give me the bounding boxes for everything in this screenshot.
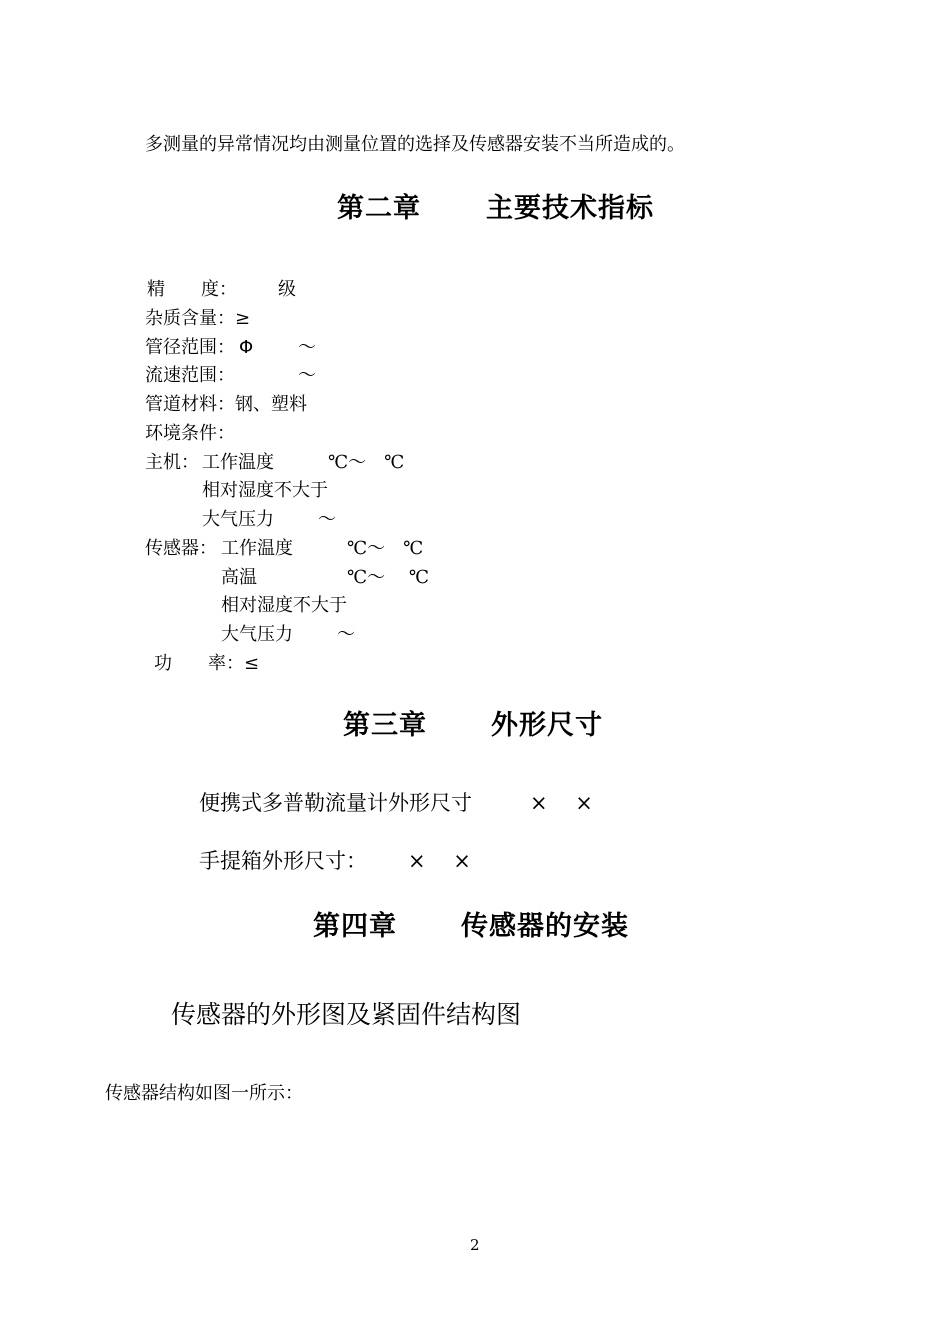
chapter-2-number: 第二章 [337, 193, 421, 224]
portable-dimensions-label: 便携式多普勒流量计外形尺寸 [199, 791, 472, 815]
precision-value: 级 [278, 279, 296, 300]
environment-label: 环境条件： [145, 423, 235, 444]
chapter-4-title: 传感器的安装 [461, 911, 629, 942]
flow-velocity-label: 流速范围： [145, 365, 235, 386]
page-number: 2 [470, 1236, 480, 1254]
host-pressure-label: 大气压力 [202, 509, 274, 530]
portable-dimensions-value: × × [530, 791, 593, 815]
flow-velocity-range: ～ [298, 365, 316, 386]
pipe-material-spec: 管道材料：钢、塑料 [145, 394, 307, 415]
sensor-high-temp-value: ℃～ ℃ [347, 567, 429, 588]
sensor-high-temp-label: 高温 [221, 567, 257, 588]
impurity-spec: 杂质含量：≥ [145, 308, 251, 329]
pipe-diameter-range: ～ [298, 337, 316, 358]
host-temperature-value: ℃～ ℃ [328, 452, 405, 473]
section-title: 传感器的外形图及紧固件结构图 [171, 1000, 522, 1029]
sensor-temperature-label: 工作温度 [221, 538, 293, 559]
sensor-label: 传感器： [145, 538, 217, 559]
host-humidity-spec: 相对湿度不大于 [202, 480, 328, 501]
chapter-3-number: 第三章 [343, 710, 427, 741]
host-pressure-value: ～ [318, 509, 336, 530]
case-dimensions-value: × × [408, 849, 471, 873]
case-dimensions-label: 手提箱外形尺寸： [199, 849, 367, 873]
host-label: 主机： [145, 452, 199, 473]
sensor-temperature-value: ℃～ ℃ [347, 538, 424, 559]
chapter-3-title: 外形尺寸 [491, 710, 603, 741]
sensor-pressure-value: ～ [337, 624, 355, 645]
pipe-diameter-symbol: Φ [239, 337, 254, 358]
sensor-pressure-label: 大气压力 [221, 624, 293, 645]
pipe-diameter-label: 管径范围： [145, 337, 235, 358]
chapter-2-title: 主要技术指标 [486, 193, 654, 224]
chapter-4-number: 第四章 [313, 911, 397, 942]
power-spec: 功 率：≤ [154, 653, 260, 674]
structure-caption: 传感器结构如图一所示： [105, 1083, 303, 1104]
intro-paragraph: 多测量的异常情况均由测量位置的选择及传感器安装不当所造成的。 [145, 134, 685, 155]
precision-label: 精 度： [147, 279, 237, 300]
host-temperature-label: 工作温度 [202, 452, 274, 473]
sensor-humidity-spec: 相对湿度不大于 [221, 595, 347, 616]
